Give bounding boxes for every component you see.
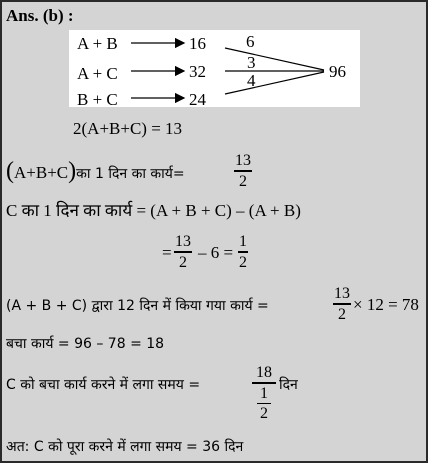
line2-text: का 1 दिन का कार्य= bbox=[76, 166, 185, 182]
line4-mid: – 6 = bbox=[198, 243, 234, 262]
ratio-line-top bbox=[225, 48, 324, 70]
line4-eq: = bbox=[162, 243, 172, 262]
paren-close: ) bbox=[68, 158, 77, 184]
diagram-value-ac: 32 bbox=[189, 62, 206, 81]
answer-heading: Ans. (b) : bbox=[6, 6, 74, 25]
paren-open: ( bbox=[6, 158, 14, 184]
diagram-label-bc: B + C bbox=[77, 90, 118, 109]
equation-line-7: C को बचा कार्य करने में लगा समय = bbox=[6, 377, 201, 393]
sum-abc: A+B+C bbox=[14, 163, 69, 182]
equation-line-3: C का 1 दिन का कार्य = (A + B + C) – (A + B) bbox=[6, 201, 301, 220]
equation-line-1: 2(A+B+C) = 13 bbox=[73, 119, 183, 138]
fraction-13-2-a: 13 2 bbox=[235, 152, 251, 190]
ratio-mid: 3 bbox=[247, 53, 256, 72]
ratio-bottom: 4 bbox=[247, 71, 256, 90]
diagram-label-ab: A + B bbox=[77, 34, 118, 53]
equation-line-5: (A + B + C) द्वारा 12 दिन में किया गया कार्य = bbox=[6, 298, 269, 314]
diagram-value-ab: 16 bbox=[189, 34, 206, 53]
diagram-value-bc: 24 bbox=[189, 90, 206, 109]
line7-unit: दिन bbox=[279, 377, 298, 393]
equation-line-2 bbox=[6, 159, 185, 183]
fraction-13-2-b: 13 2 bbox=[175, 233, 191, 271]
diagram-total: 96 bbox=[329, 62, 346, 81]
fraction-13-2-c: 13 2 bbox=[334, 285, 350, 323]
equation-line-6: बचा कार्य = 96 – 78 = 18 bbox=[6, 336, 165, 352]
work-diagram bbox=[69, 30, 360, 107]
complex-fraction: 18 1 2 bbox=[252, 364, 276, 422]
fraction-1-2-a: 1 2 bbox=[239, 233, 247, 271]
line5-tail: × 12 = 78 bbox=[353, 295, 419, 314]
ratio-line-bottom bbox=[225, 72, 324, 94]
equation-line-8: अत: C को पूरा करने में लगा समय = 36 दिन bbox=[6, 439, 244, 455]
diagram-label-ac: A + C bbox=[77, 64, 118, 83]
ratio-top: 6 bbox=[246, 32, 255, 51]
